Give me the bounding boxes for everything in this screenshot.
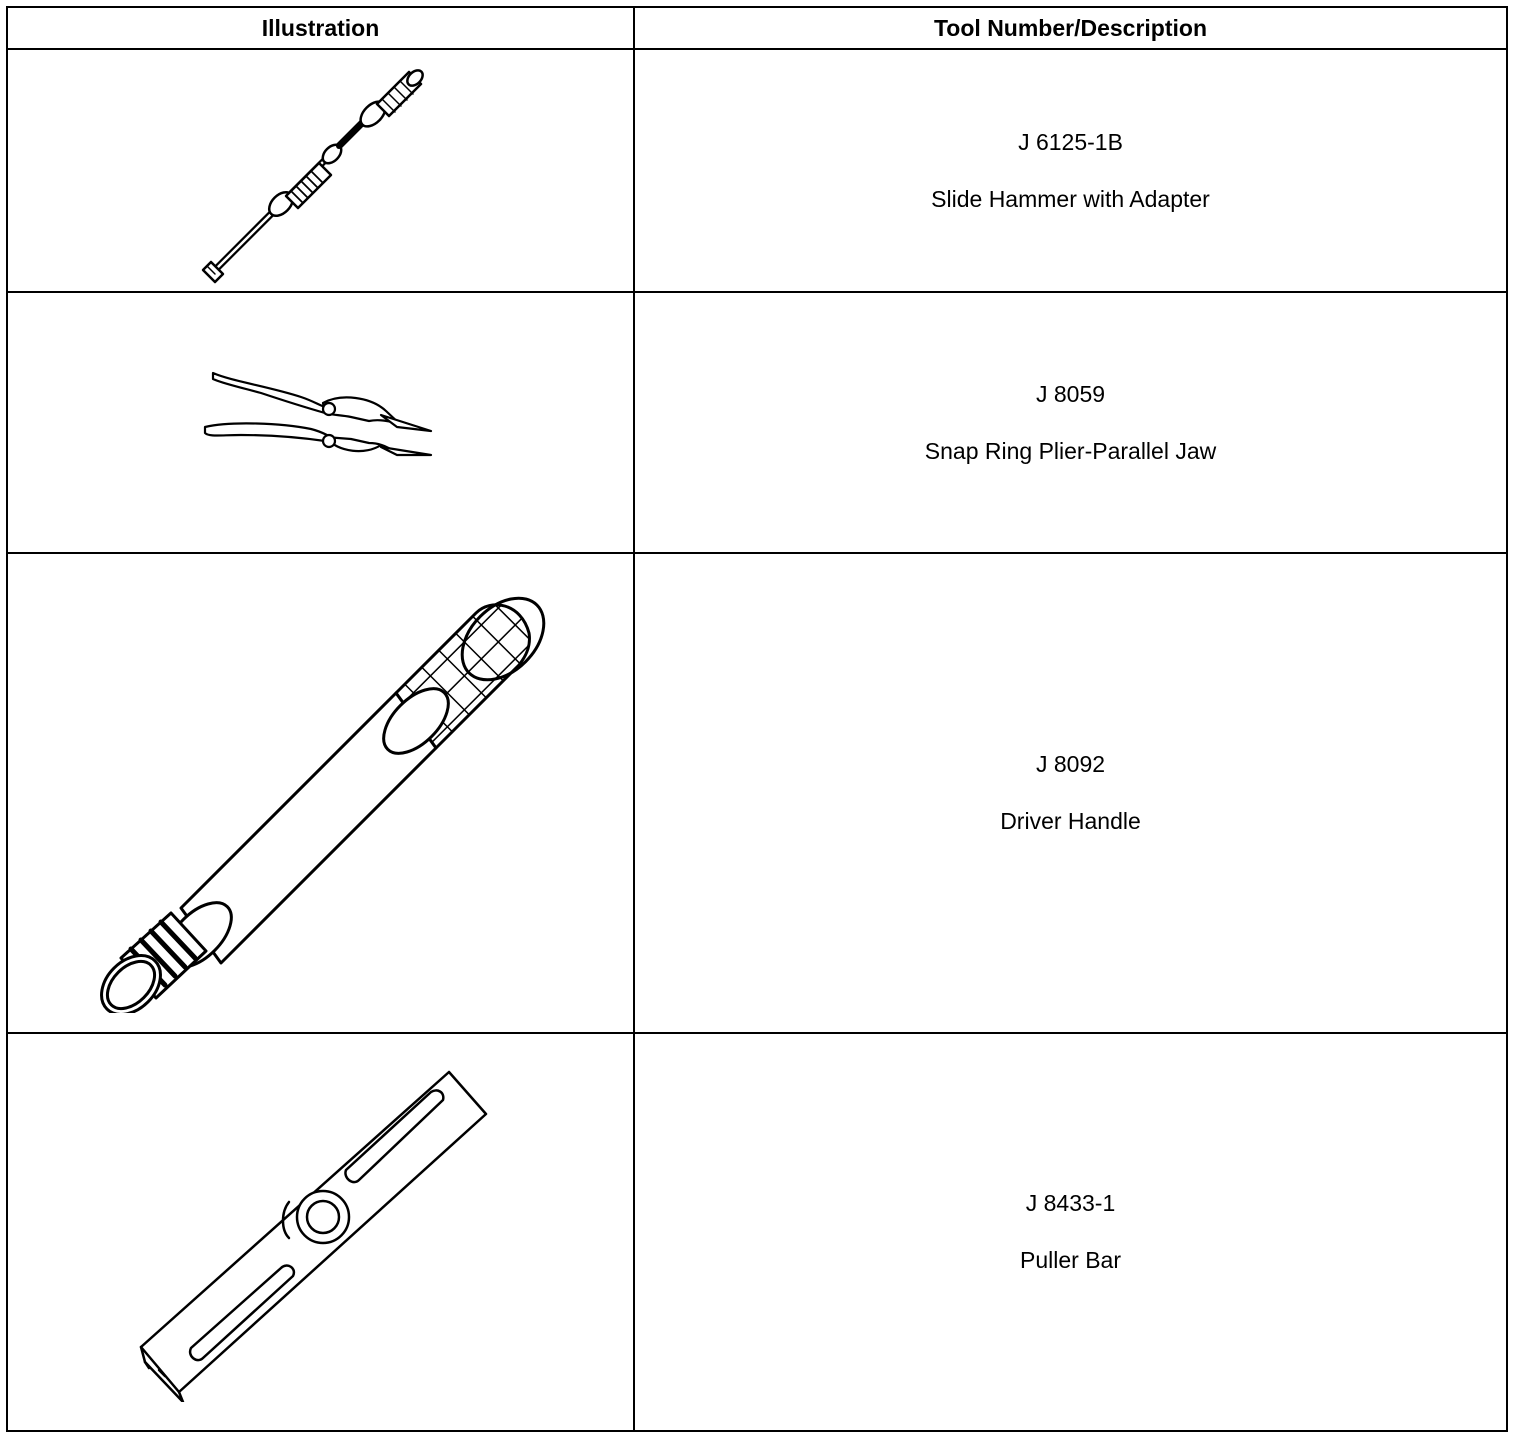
description-cell xyxy=(634,553,1507,1033)
description-cell xyxy=(634,1033,1507,1431)
slide-hammer-icon xyxy=(191,56,451,286)
table-row xyxy=(7,553,1507,1033)
description-cell xyxy=(634,292,1507,553)
snap-ring-plier-icon xyxy=(201,363,441,483)
tool-number: J 8433-1 xyxy=(1025,1190,1116,1216)
tool-description: Driver Handle xyxy=(1000,808,1141,834)
table-row xyxy=(7,1033,1507,1431)
driver-handle-icon xyxy=(91,573,551,1013)
illustration-cell xyxy=(7,49,634,292)
tool-number: J 6125-1B xyxy=(1018,128,1123,155)
special-tools-table xyxy=(6,6,1508,1432)
description-cell xyxy=(634,49,1507,292)
tool-number: J 8059 xyxy=(1035,380,1106,407)
header-illustration: Illustration xyxy=(7,7,634,49)
table-row xyxy=(7,292,1507,553)
illustration-cell xyxy=(7,292,634,553)
tool-number: J 8092 xyxy=(1035,751,1106,777)
tool-description: Snap Ring Plier-Parallel Jaw xyxy=(924,437,1217,464)
header-tool-description: Tool Number/Description xyxy=(634,7,1507,49)
tool-description: Slide Hammer with Adapter xyxy=(931,185,1210,212)
header-row xyxy=(7,7,1507,49)
illustration-cell xyxy=(7,1033,634,1431)
puller-bar-icon xyxy=(131,1062,511,1402)
table-row xyxy=(7,49,1507,292)
tool-description: Puller Bar xyxy=(1020,1247,1121,1273)
illustration-cell xyxy=(7,553,634,1033)
